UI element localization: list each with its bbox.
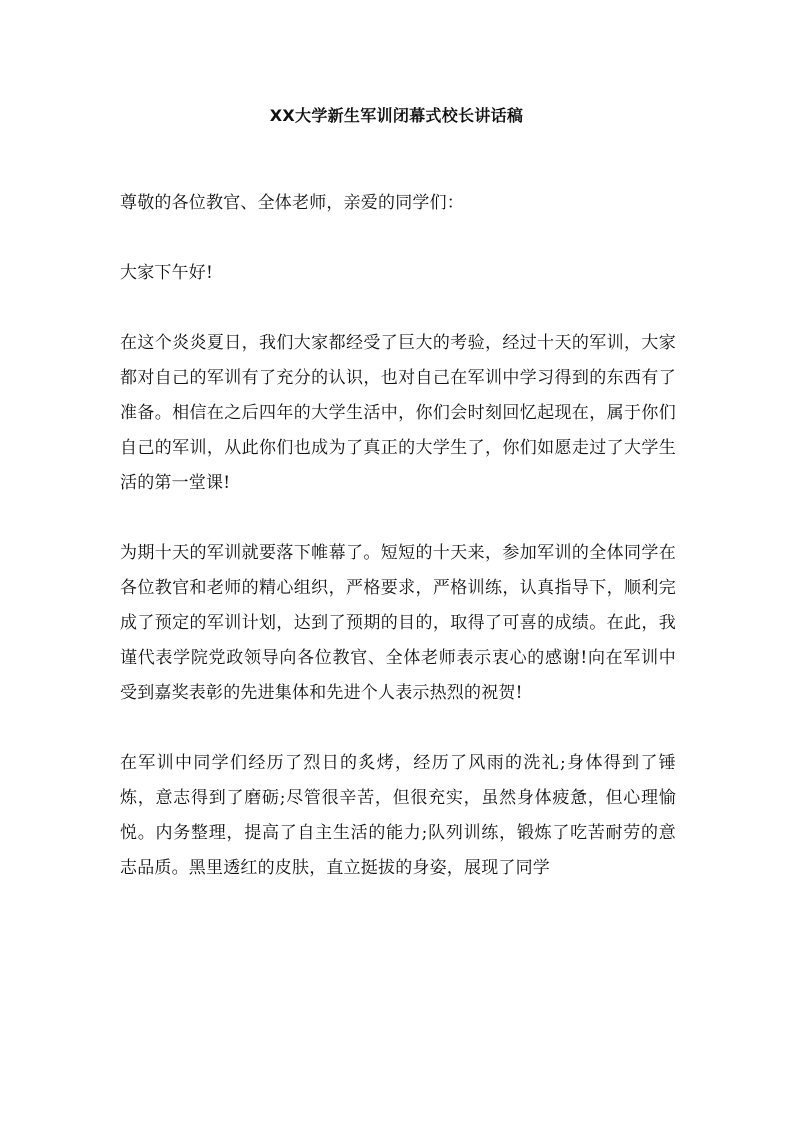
salutation: 尊敬的各位教官、全体老师，亲爱的同学们： [120,193,464,213]
paragraph-3: 在军训中同学们经历了烈日的炙烤，经历了风雨的洗礼;身体得到了锤炼，意志得到了磨砺;尽管很辛苦，但很充实，虽然身体疲惫，但心理愉悦。内务整理，提高了自主生活的能力;队列训练，锻炼了吃苦耐劳的意志品质。黑里透红的皮肤，直立挺拔的身姿，展现了同学 [120,753,676,878]
document-title: XX大学新生军训闭幕式校长讲话稿 [269,106,524,125]
paragraph-1: 在这个炎炎夏日，我们大家都经受了巨大的考验，经过十天的军训，大家都对自己的军训有了充分的认识，也对自己在军训中学习得到的东西有了准备。相信在之后四年的大学生活中，你们会时刻回忆起现在，属于你们自己的军训，从此你们也成为了真正的大学生了，你们如愿走过了大学生活的第一堂课! [120,333,676,493]
greeting: 大家下午好! [120,263,214,283]
document-body [120,186,676,886]
paragraph-2: 为期十天的军训就要落下帷幕了。短短的十天来，参加军训的全体同学在各位教官和老师的精心组织，严格要求，严格训练，认真指导下，顺利完成了预定的军训计划，达到了预期的目的，取得了可喜的成绩。在此，我谨代表学院党政领导向各位教官、全体老师表示衷心的感谢!向在军训中受到嘉奖表彰的先进集体和先进个人表示热烈的祝贺! [120,543,676,703]
